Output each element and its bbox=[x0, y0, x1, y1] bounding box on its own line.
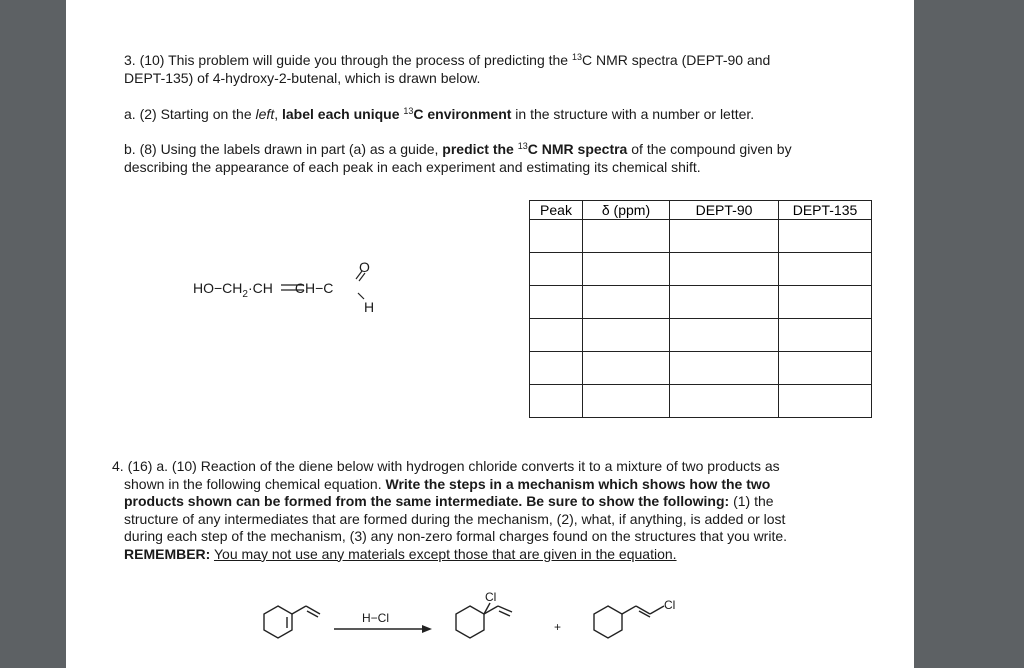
reaction-scheme bbox=[66, 0, 914, 668]
q4-text: 4. (16) a. (10) Reaction of the diene below with hydrogen chloride converts it to a mixture of two products as shown in the following chemical equation. Write the steps in a mechanism which shows how the two products shown can be formed from the same intermediate. Be sure to show the following: (1) the structure of any intermediates that are formed during the mechanism, (2), what, if anything, is added or lost during each step of the mechanism, (3) any non-zero formal charges found on the structures that you write. REMEMBER: You may not use any materials except those that are given in the equation. bbox=[112, 458, 788, 562]
carbonyl-oxygen: O bbox=[359, 259, 370, 275]
product1-double-bond bbox=[499, 611, 510, 616]
worksheet-page bbox=[66, 0, 914, 668]
reagent-hcl: H−Cl bbox=[362, 611, 390, 625]
q3-part-b: b. (8) Using the labels drawn in part (a) as a guide, predict the $^{13}$C NMR spectra of the compound given by describing the appearance of each peak in each experiment and estimating its chemical shift. bbox=[124, 141, 792, 175]
cyclohexene-ring bbox=[264, 606, 292, 638]
product2-ring bbox=[594, 606, 622, 638]
vinyl-bond-2 bbox=[306, 606, 320, 614]
col-peak: Peak bbox=[530, 201, 583, 220]
product1-cl: Cl bbox=[485, 590, 497, 604]
col-dept135: DEPT-135 bbox=[779, 201, 872, 220]
plus-sign: + bbox=[554, 620, 562, 634]
product2-double-bond bbox=[639, 611, 650, 617]
product2-bond bbox=[622, 606, 636, 614]
structure-chain: $HO-CH_2\cdot CH$ CH−C bbox=[193, 280, 334, 300]
col-dept90: DEPT-90 bbox=[670, 201, 779, 220]
aldehyde-hydrogen: H bbox=[364, 299, 375, 315]
col-shift: δ (ppm) bbox=[583, 201, 670, 220]
arrowhead-icon bbox=[422, 625, 432, 633]
product2-ch2cl-bond bbox=[650, 606, 664, 614]
q3-intro: 3. (10) This problem will guide you through the process of predicting the $^{13}$C NMR spectra (DEPT-90 and DEPT-135) of 4-hydroxy-2-butenal, which is drawn below. bbox=[124, 52, 771, 86]
q3-part-a: a. (2) Starting on the left, label each unique $^{13}$C environment in the structure with a number or letter. bbox=[124, 106, 755, 122]
product1-ring bbox=[456, 606, 484, 638]
vinyl-bond bbox=[292, 606, 306, 614]
product2-cl: Cl bbox=[664, 598, 676, 612]
